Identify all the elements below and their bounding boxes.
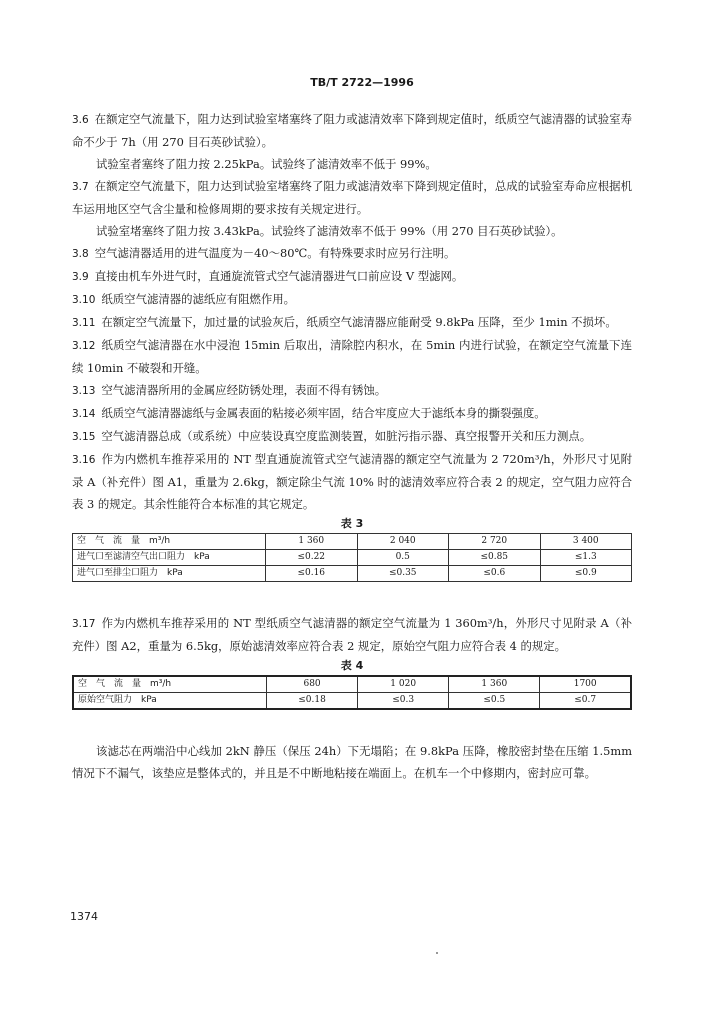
clause-number: 3.17 — [72, 618, 96, 630]
table-row — [73, 534, 632, 550]
table-cell: 1 360 — [449, 676, 540, 693]
clause-text: 直接由机车外进气时，直通旋流管式空气滤清器进气口前应设 V 型滤网。 — [94, 269, 464, 283]
clause-text: 试验室堵塞终了阻力按 3.43kPa。试验终了滤清效率不低于 99%（用 270 目石英砂试验）。 — [96, 224, 563, 238]
table-cell: 2 040 — [357, 534, 449, 550]
clause-text: 作为内燃机车推荐采用的 NT 型纸质空气滤清器的额定空气流量为 1 360m³/h，外形尺寸见附录 A（补充件）图 A2，重量为 6.5kg，原始滤清效率应符合表 2 规定，原始空气阻力应符合表 4 的规定。 — [72, 616, 632, 653]
clause-number: 3.9 — [72, 271, 89, 283]
clause-number: 3.13 — [72, 385, 96, 397]
clause-3-11 — [72, 311, 632, 334]
document-body — [72, 108, 632, 784]
clause-text: 在额定空气流量下，加过量的试验灰后，纸质空气滤清器应能耐受 9.8kPa 压降，至少 1min 不损坏。 — [101, 315, 617, 329]
clause-number: 3.14 — [72, 408, 96, 420]
table-cell: 2 720 — [449, 534, 541, 550]
table-cell: ≤0.9 — [540, 566, 632, 582]
table-cell: 3 400 — [540, 534, 632, 550]
table-3-caption: 表 3 — [340, 517, 364, 530]
table-cell: ≤0.85 — [449, 550, 541, 566]
table-row — [73, 550, 632, 566]
clause-text: 在额定空气流量下，阻力达到试验室堵塞终了阻力或滤清效率下降到规定值时，纸质空气滤清器的试验室寿命不少于 7h（用 270 目石英砂试验）。 — [72, 112, 632, 149]
clause-text: 空气滤清器总成（或系统）中应装设真空度监测装置，如脏污指示器、真空报警开关和压力测点。 — [101, 429, 592, 443]
clause-number: 3.12 — [72, 340, 96, 352]
table-row — [73, 676, 631, 693]
table-cell: ≤0.35 — [357, 566, 449, 582]
clause-number: 3.16 — [72, 454, 96, 466]
clause-text: 作为内燃机车推荐采用的 NT 型直通旋流管式空气滤清器的额定空气流量为 2 720m³/h，外形尺寸见附录 A（补充件）图 A1，重量为 2.6kg，额定除尘气流 10% 时的滤清效率应符合表 2 的规定，空气阻力应符合表 3 的规定。其余性能符合本标准的其它规定。 — [72, 452, 632, 511]
clause-3-8 — [72, 242, 632, 265]
scan-speck — [436, 952, 438, 954]
table-row-label: 空 气 流 量 m³/h — [73, 676, 267, 693]
table-cell: ≤0.18 — [267, 693, 358, 710]
table-4 — [72, 675, 632, 710]
clause-3-6-note — [72, 153, 632, 175]
clause-3-13 — [72, 379, 632, 402]
table-cell: ≤0.6 — [449, 566, 541, 582]
table-cell: ≤0.16 — [266, 566, 358, 582]
clause-3-12 — [72, 334, 632, 379]
table-row-label: 进气口至滤清空气出口阻力 kPa — [73, 550, 266, 566]
table-cell: 1 020 — [358, 676, 449, 693]
clause-3-9 — [72, 265, 632, 288]
table-row — [73, 566, 632, 582]
clause-3-10 — [72, 288, 632, 311]
clause-3-16 — [72, 448, 632, 515]
clause-text: 在额定空气流量下，阻力达到试验室堵塞终了阻力或滤清效率下降到规定值时，总成的试验室寿命应根据机车运用地区空气含尘量和检修周期的要求按有关规定进行。 — [72, 179, 632, 216]
clause-3-14 — [72, 402, 632, 425]
clause-text: 纸质空气滤清器在水中浸泡 15min 后取出，清除腔内积水，在 5min 内进行试验，在额定空气流量下连续 10min 不破裂和开缝。 — [72, 338, 632, 375]
clause-number: 3.8 — [72, 248, 89, 260]
clause-3-17 — [72, 612, 632, 657]
clause-number: 3.7 — [72, 181, 89, 193]
clause-text: 试验室者塞终了阻力按 2.25kPa。试验终了滤清效率不低于 99%。 — [96, 157, 437, 171]
table-cell: 680 — [267, 676, 358, 693]
table-cell: 0.5 — [357, 550, 449, 566]
table-cell: ≤0.5 — [449, 693, 540, 710]
clause-text: 空气滤清器适用的进气温度为－40～80℃。有特殊要求时应另行注明。 — [94, 246, 456, 260]
table-row-label: 进气口至排尘口阻力 kPa — [73, 566, 266, 582]
clause-3-7-note — [72, 220, 632, 242]
table-row-label: 空 气 流 量 m³/h — [73, 534, 266, 550]
document-header: TB/T 2722—1996 — [310, 76, 414, 89]
table-cell: 1700 — [540, 676, 631, 693]
clause-text: 纸质空气滤清器滤纸与金属表面的粘接必须牢固，结合牢度应大于滤纸本身的撕裂强度。 — [101, 406, 546, 420]
clause-number: 3.11 — [72, 317, 96, 329]
clause-text: 空气滤清器所用的金属应经防锈处理，表面不得有锈蚀。 — [101, 383, 387, 397]
table-cell: ≤0.22 — [266, 550, 358, 566]
table-row-label: 原始空气阻力 kPa — [73, 693, 267, 710]
table-row — [73, 693, 631, 710]
clause-text: 纸质空气滤清器的滤纸应有阻燃作用。 — [101, 292, 296, 306]
clause-3-15 — [72, 425, 632, 448]
page-number: 1374 — [70, 910, 98, 923]
clause-3-7 — [72, 175, 632, 220]
clause-number: 3.10 — [72, 294, 96, 306]
clause-number: 3.15 — [72, 431, 96, 443]
table-cell: ≤1.3 — [540, 550, 632, 566]
clause-3-6 — [72, 108, 632, 153]
table-cell: ≤0.3 — [358, 693, 449, 710]
clause-number: 3.6 — [72, 114, 89, 126]
table-4-caption: 表 4 — [340, 659, 364, 672]
closing-paragraph: 该滤芯在两端沿中心线加 2kN 静压（保压 24h）下无塌陷；在 9.8kPa 压降，橡胶密封垫在压缩 1.5mm 情况下不漏气，该垫应是整体式的，并且是不中断地粘接在端面上。在机车一个中修期内，密封应可靠。 — [72, 744, 632, 780]
table-cell: ≤0.7 — [540, 693, 631, 710]
table-3 — [72, 533, 632, 582]
table-cell: 1 360 — [266, 534, 358, 550]
